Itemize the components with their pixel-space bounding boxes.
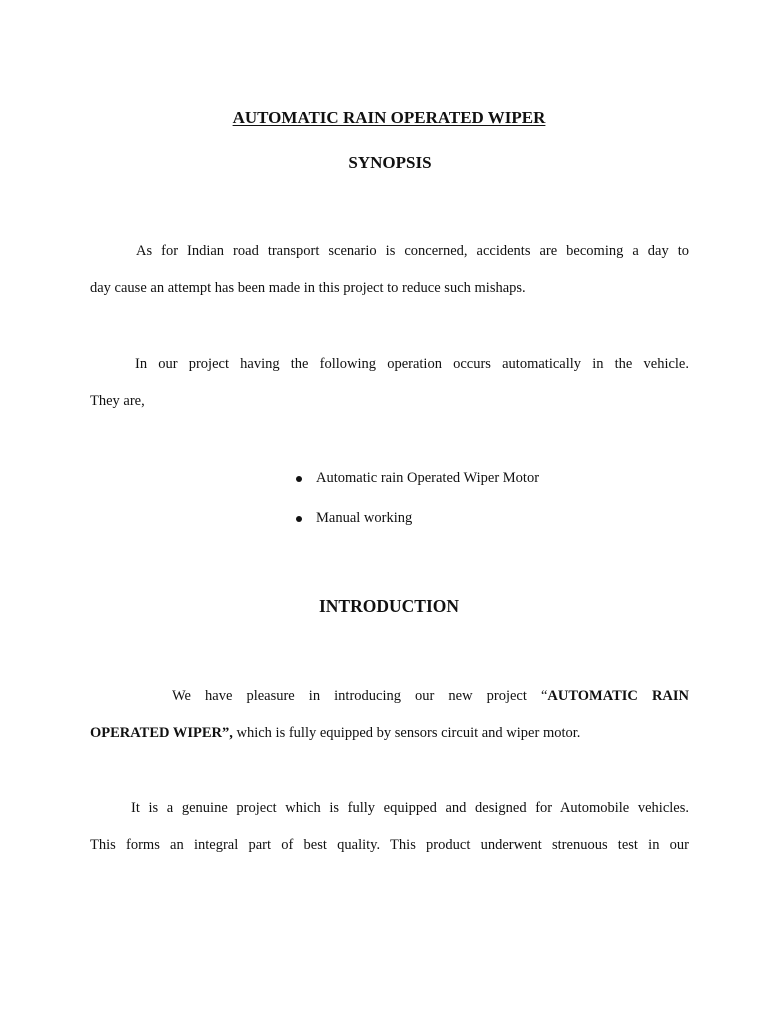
synopsis-heading: SYNOPSIS xyxy=(348,153,432,172)
introduction-heading: INTRODUCTION xyxy=(318,596,460,616)
synopsis-paragraph-1 xyxy=(90,233,689,307)
paragraph-line xyxy=(90,715,689,752)
list-item xyxy=(296,466,539,506)
synopsis-paragraph-2 xyxy=(90,346,689,420)
document-title-text: AUTOMATIC RAIN OPERATED WIPER xyxy=(232,108,546,127)
operations-list xyxy=(296,466,539,546)
project-name-bold: OPERATED WIPER”, xyxy=(90,725,233,741)
paragraph-line: It is a genuine project which is fully equipped and designed for Automobile vehicles. xyxy=(131,800,689,816)
list-item-text: Manual working xyxy=(316,510,413,526)
paragraph-line: day cause an attempt has been made in this project to reduce such mishaps. xyxy=(90,280,526,296)
paragraph-text: which is fully equipped by sensors circuit and wiper motor. xyxy=(232,725,581,741)
paragraph-line: This forms an integral part of best quality. This product underwent strenuous test in our xyxy=(90,837,689,853)
introduction-paragraph-1 xyxy=(90,678,689,752)
introduction-paragraph-2 xyxy=(90,790,689,864)
bullet-icon xyxy=(296,476,302,482)
paragraph-line: As for Indian road transport scenario is concerned, accidents are becoming a day to xyxy=(136,243,689,259)
bullet-icon xyxy=(296,516,302,522)
paragraph-line: In our project having the following operation occurs automatically in the vehicle. xyxy=(135,356,689,372)
paragraph-line xyxy=(90,678,689,715)
document-title xyxy=(0,108,768,128)
paragraph-line: They are, xyxy=(90,393,145,409)
list-item-text: Automatic rain Operated Wiper Motor xyxy=(316,470,540,486)
project-name-bold: AUTOMATIC RAIN xyxy=(547,688,689,704)
paragraph-text: We have pleasure in introducing our new project “ xyxy=(172,688,548,704)
list-item xyxy=(296,506,539,546)
